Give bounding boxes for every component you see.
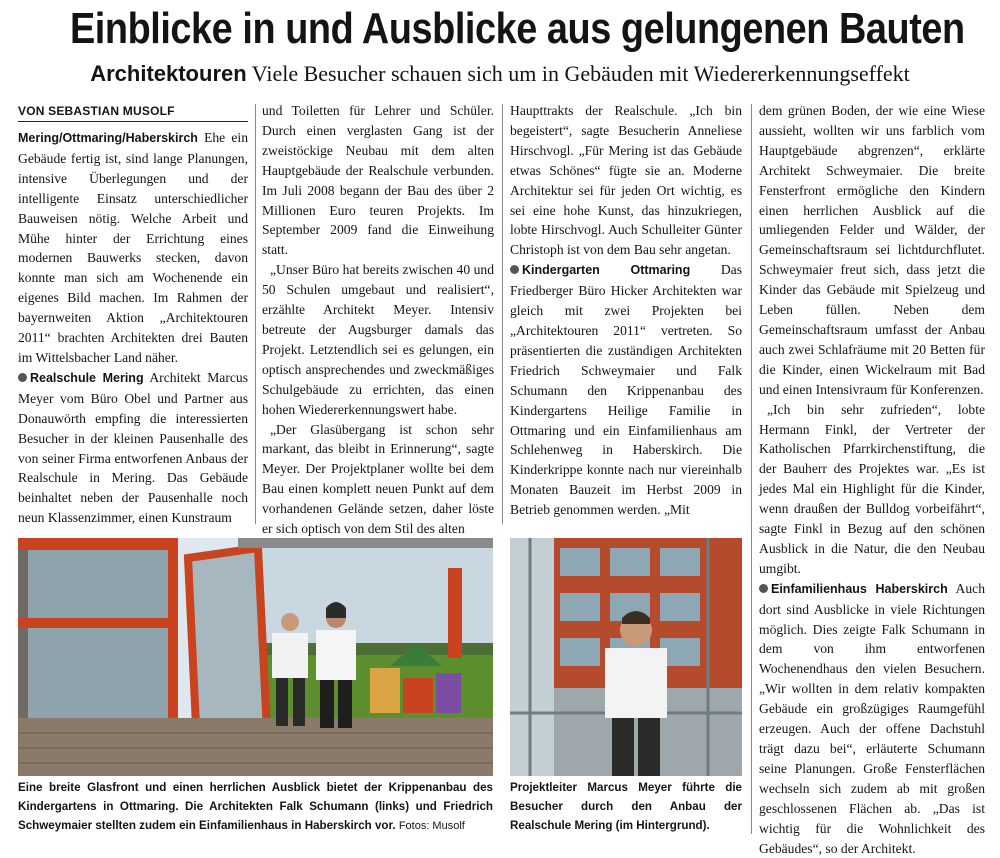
- paragraph: „Unser Büro hat bereits zwischen 40 und 50 Schulen umgebaut und realisiert“, erzählte Architekt Meyer. Intensiv betreute der Augsburger damals das Projekt. Letztendlich sei es gelungen, ein optisch ansprechendes und zweckmäßiges Schulgebäude zu errichten, das einen hohen Wiedererkennungswert habe.: [262, 262, 494, 417]
- photo-credit: Fotos: Musolf: [398, 820, 465, 832]
- photo-realschule: [510, 538, 742, 776]
- article-column-2: [262, 101, 494, 537]
- paragraph: „Der Glasübergang ist schon sehr markant, das bleibt in Erinnerung“, sagte Meyer. Der Projektplaner wollte bei dem Bau einen komplett neuen Punkt auf dem vorhandenen Gelände setzen, daher löste er sich optisch von dem Stil des alten: [262, 421, 494, 537]
- headline: Einblicke in und Ausblicke aus gelungenen Bauten: [70, 4, 965, 53]
- paragraph: Haupttrakts der Realschule. „Ich bin begeistert“, sagte Besucherin Anneliese Hirschvogl. „Für Mering ist das Gebäude etwas Schönes“ fügte sie an. Moderne Architektur sei für jeden Ort wichtig, es sei eine hohe Kunst, das hinzukriegen, lobte Hirschvogl. Auch Schulleiter Günter Christoph ist von dem Bau sehr angetan.: [510, 103, 742, 258]
- paragraph: [18, 128, 248, 368]
- paragraph: dem grünen Boden, der wie eine Wiese aussieht, wollten wir uns farblich vom Hauptgebäude abgrenzen“, erklärte Architekt Schweymaier. Die breite Fensterfront ermögliche den Kindern einen herrlichen Ausblick auf die umliegenden Felder und Wälder, der Gemeinschaftsraum sei lichtdurchflutet. Schweymaier freut sich, dass jetzt die Kinder das Gebäude mit Spielzeug und Leben füllen. Neben dem Gemeinschaftsraum umfasst der Anbau auch zwei Schlafräume mit 20 Betten für die Kinder, einen Wickelraum mit Bad und einen Intensivraum für Konferenzen.: [759, 103, 985, 397]
- photo-caption-realschule: Projektleiter Marcus Meyer führte die Besucher durch den Anbau der Realschule Mering (im Hintergrund).: [510, 781, 742, 832]
- photo-caption-kindergarten: [18, 778, 493, 836]
- paragraph: [759, 579, 985, 858]
- paragraph: [510, 260, 742, 520]
- article-column-4: [759, 101, 985, 856]
- paragraph-text: Auch dort sind Ausblicke in viele Richtungen möglich. Dies zeigte Falk Schumann in dem von ihm entworfenen Wochenendhaus den vielen Besuchern. „Wir wollten in dem relativ kompakten Gebäude ein großzügiges Raumgefühl erzeugen. Auch der offene Dachstuhl trägt dazu bei“, erläuterte Schumann seine Planungen. Große Fensterflächen wechseln sich zudem ab mit großen geschlossenen Flächen ab. „Das ist wichtig für die Wohnlichkeit des Gebäudes“, so der Architekt.: [759, 580, 985, 856]
- paragraph: [18, 368, 248, 528]
- bullet-icon: [18, 373, 27, 382]
- photo-kindergarten-illustration: [18, 538, 493, 776]
- article-column-3: [510, 101, 742, 531]
- subline: [0, 60, 1000, 88]
- column-rule: [255, 104, 256, 524]
- bullet-icon: [510, 265, 519, 274]
- bullet-icon: [759, 584, 768, 593]
- paragraph-text: Das Friedberger Büro Hicker Architekten war gleich mit zwei Projekten bei „Architektouren 2011“ vertreten. So präsentierten die zuständigen Architekten Friedrich Schweymaier und Falk Schumann den Krippenanbau des Kindergartens Heilige Familie in Ottmaring und ein Einfamilienhaus am Schlehenweg in Haberskirch. Die Kinderkrippe konnte nach nur viereinhalb Monaten Bauzeit im Herbst 2009 in Betrieb genommen werden. „Mit: [510, 262, 742, 518]
- subhead-einfamilienhaus: Einfamilienhaus Haberskirch: [771, 581, 948, 596]
- subline-text: Viele Besucher schauen sich um in Gebäuden mit Wiedererkennungseffekt: [251, 61, 910, 86]
- subhead-kindergarten: Kindergarten Ottmaring: [522, 263, 691, 278]
- photo-realschule-illustration: [510, 538, 742, 776]
- dateline: Mering/Ottmaring/Haberskirch: [18, 131, 198, 145]
- paragraph: „Ich bin sehr zufrieden“, lobte Hermann Finkl, der Vertreter der Katholischen Pfarrkirchenstiftung, die der Bauherr des Projektes war. „Es ist jedes Mal ein Highlight für die Kinder, wenn draußen der Bulldog vorbeifährt“, sagte Finkl in Bezug auf den schönen Ausblick in die Natur, die den Neubau umgibt.: [759, 401, 985, 576]
- column-rule: [502, 104, 503, 524]
- byline: VON SEBASTIAN MUSOLF: [18, 101, 248, 122]
- caption-text: Eine breite Glasfront und einen herrlichen Ausblick bietet der Krippenanbau des Kindergartens in Ottmaring. Die Architekten Falk Schumann (links) und Friedrich Schweymaier stellten zudem ein Einfamilienhaus in Haberskirch vor.: [18, 781, 493, 832]
- subline-kicker: Architektouren: [90, 61, 247, 86]
- paragraph: und Toiletten für Lehrer und Schüler. Durch einen verglasten Gang ist der zweistöckige Neubau mit dem alten Hauptgebäude der Realschule verbunden. Im Juli 2008 begann der Bau des über 2 Millionen Euro teuren Projekts. Im September 2009 fand die Einweihung statt.: [262, 103, 494, 258]
- article-column-1: [18, 101, 248, 531]
- subhead-realschule: Realschule Mering: [30, 370, 144, 385]
- paragraph-text: Ehe ein Gebäude fertig ist, sind lange Planungen, intensive Überlegungen und der intelligente Einsatz unterschiedlicher Bauweisen nötig. Welche Arbeit und Mühe hinter der Errichtung eines modernen Bauwerks stecken, davon konnte man sich am Wochenende ein eigenes Bild machen. Im Rahmen der bayernweiten Aktion „Architektouren 2011“ brachten Architekten drei Bauten im Wittelsbacher Land näher.: [18, 130, 248, 365]
- column-rule: [751, 104, 752, 834]
- paragraph-text: Architekt Marcus Meyer vom Büro Obel und Partner aus Donauwörth empfing die interessierten Besucher in der kleinen Pausenhalle des von seiner Firma entworfenen Anbaus der Realschule in Mering. Das Gebäude beinhaltet neben der Pausenhalle noch neun Klassenzimmer, einen Kunstraum: [18, 369, 248, 526]
- photo-kindergarten: [18, 538, 493, 776]
